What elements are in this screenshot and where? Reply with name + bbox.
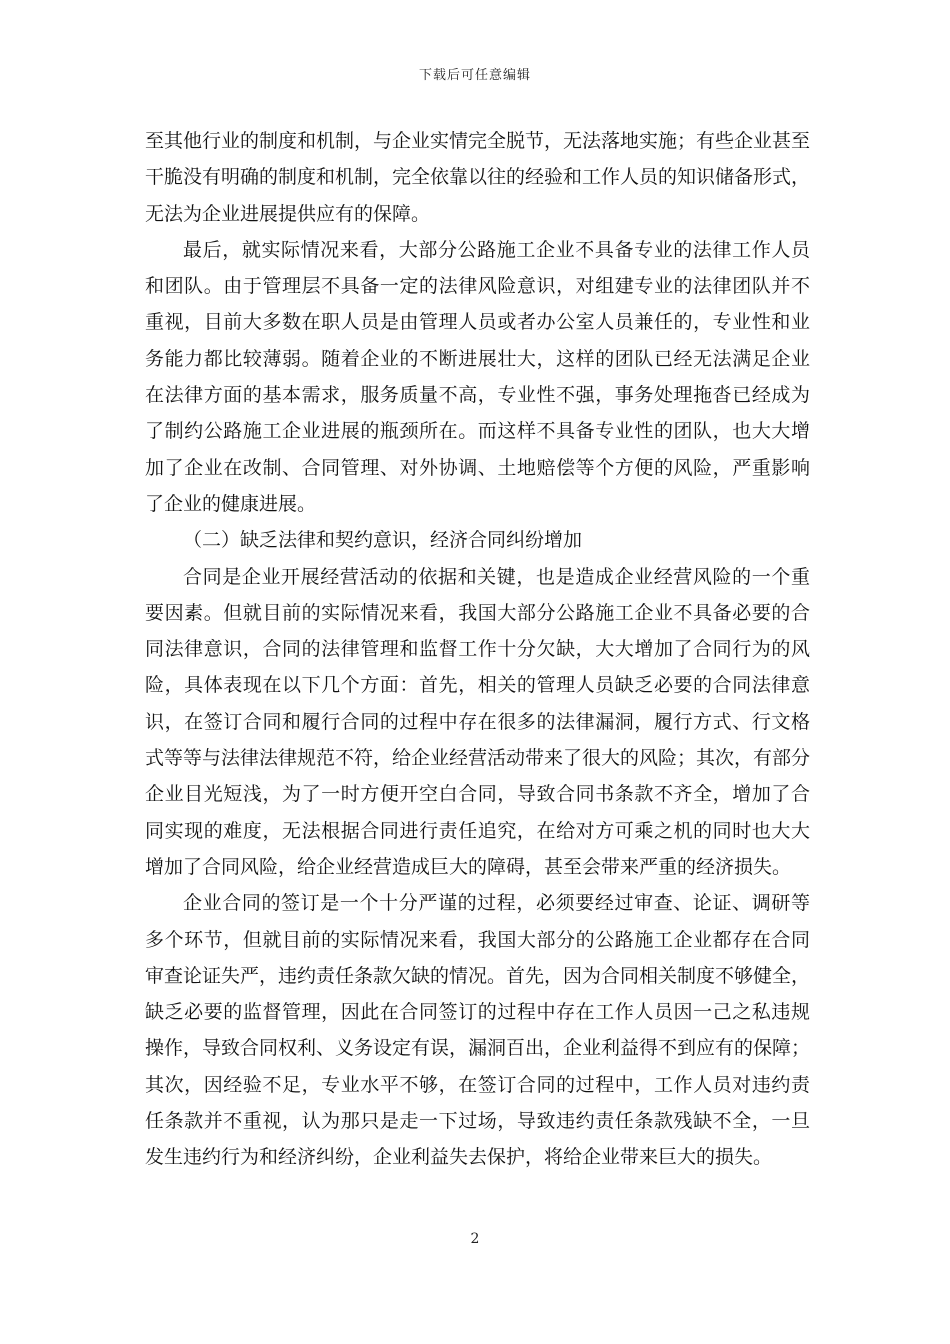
text-line: 式等等与法律法律规范不符，给企业经营活动带来了很大的风险；其次，有部分 [145,747,810,770]
text-line: 其次，因经验不足，专业水平不够，在签订合同的过程中，工作人员对违约责 [145,1073,810,1096]
text-line: 缺乏必要的监督管理，因此在合同签订的过程中存在工作人员因一己之私违规 [145,1001,810,1024]
text-line: 任条款并不重视，认为那只是走一下过场，导致违约责任条款残缺不全，一旦 [145,1110,810,1133]
section-heading: （二）缺乏法律和契约意识，经济合同纠纷增加 [183,529,583,552]
text-line: 和团队。由于管理层不具备一定的法律风险意识，对组建专业的法律团队并不 [145,275,810,298]
text-line: 加了企业在改制、合同管理、对外协调、土地赔偿等个方便的风险，严重影响 [145,456,810,479]
text-line: 无法为企业进展提供应有的保障。 [145,202,431,225]
text-line: 险，具体表现在以下几个方面：首先，相关的管理人员缺乏必要的合同法律意 [145,674,810,697]
paragraph-first-line: 企业合同的签订是一个十分严谨的过程，必须要经过审查、论证、调研等 [183,892,810,915]
page-number: 2 [470,1231,480,1247]
text-line: 多个环节，但就目前的实际情况来看，我国大部分的公路施工企业都存在合同 [145,928,810,951]
paragraph-first-line: 合同是企业开展经营活动的依据和关键，也是造成企业经营风险的一个重 [183,565,810,588]
text-line: 识，在签订合同和履行合同的过程中存在很多的法律漏洞，履行方式、行文格 [145,710,810,733]
text-line: 干脆没有明确的制度和机制，完全依靠以往的经验和工作人员的知识储备形式， [145,166,810,189]
text-line: 操作，导致合同权利、义务设定有误，漏洞百出，企业利益得不到应有的保障； [145,1037,810,1060]
text-line: 至其他行业的制度和机制，与企业实情完全脱节，无法落地实施；有些企业甚至 [145,130,810,152]
text-line: 重视，目前大多数在职人员是由管理人员或者办公室人员兼任的，专业性和业 [145,311,810,334]
text-line: 同法律意识，合同的法律管理和监督工作十分欠缺，大大增加了合同行为的风 [145,638,810,661]
text-line: 要因素。但就目前的实际情况来看，我国大部分公路施工企业不具备必要的合 [145,601,810,624]
text-line: 企业目光短浅，为了一时方便开空白合同，导致合同书条款不齐全，增加了合 [145,783,810,806]
text-line: 审查论证失严，违约责任条款欠缺的情况。首先，因为合同相关制度不够健全， [145,964,810,987]
text-line: 同实现的难度，无法根据合同进行责任追究，在给对方可乘之机的同时也大大 [145,819,810,842]
body-text [145,123,810,1176]
text-line: 发生违约行为和经济纠纷，企业利益失去保护，将给企业带来巨大的损失。 [145,1146,773,1169]
text-line: 了企业的健康进展。 [145,492,317,515]
text-line: 在法律方面的基本需求，服务质量不高，专业性不强，事务处理拖沓已经成为 [145,384,810,407]
page-header: 下载后可任意编辑 [418,68,531,83]
text-line: 了制约公路施工企业进展的瓶颈所在。而这样不具备专业性的团队，也大大增 [145,420,810,443]
text-line: 增加了合同风险，给企业经营造成巨大的障碍，甚至会带来严重的经济损失。 [145,855,792,878]
text-line: 务能力都比较薄弱。随着企业的不断进展壮大，这样的团队已经无法满足企业 [145,347,810,370]
paragraph-first-line: 最后，就实际情况来看，大部分公路施工企业不具备专业的法律工作人员 [183,238,810,261]
